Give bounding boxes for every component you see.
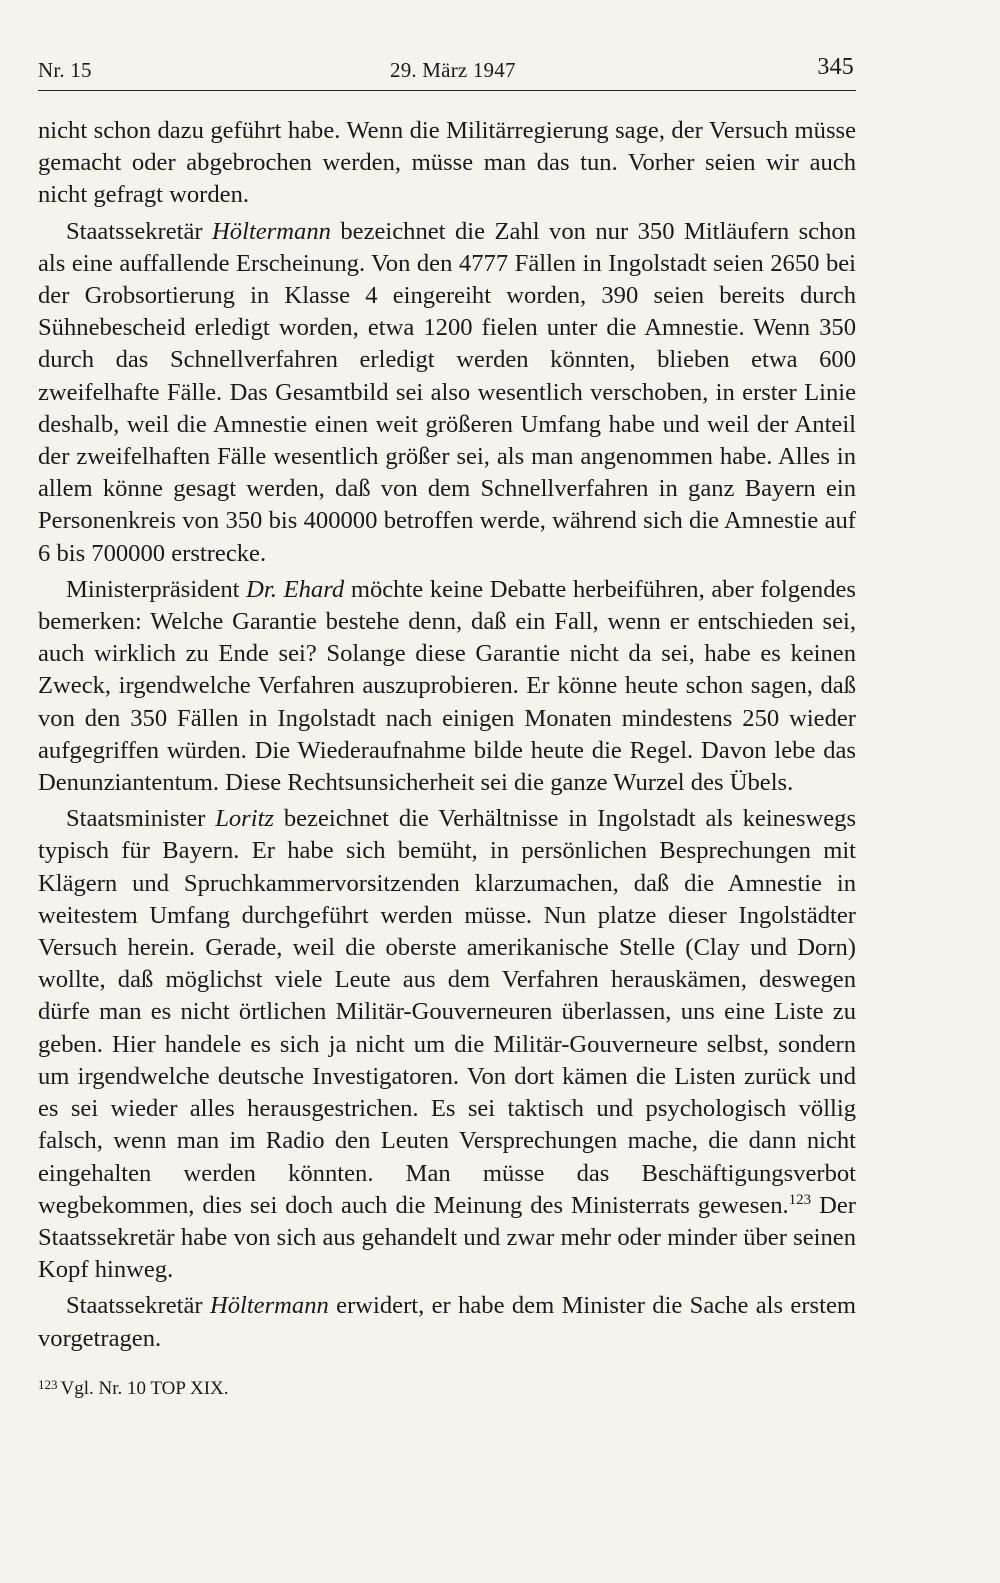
- footnote-number: 123: [38, 1377, 58, 1392]
- running-header: [38, 52, 856, 91]
- header-date: 29. März 1947: [390, 58, 516, 82]
- paragraph: [38, 1290, 856, 1354]
- speaker-name: Loritz: [215, 805, 274, 833]
- paragraph-text: Staatssekretär: [66, 217, 213, 245]
- paragraph: [38, 803, 856, 1286]
- paragraph-text: Ministerpräsident: [66, 575, 247, 603]
- paragraph-text: Der Staatssekretär habe von sich aus gehandelt und zwar mehr oder minder über seinen Kopf hinweg.: [38, 1191, 856, 1284]
- page-number: 345: [817, 54, 854, 80]
- paragraph: [38, 115, 856, 212]
- paragraph-text: möchte keine Debatte herbeiführen, aber folgendes bemerken: Welche Garantie bestehe denn, daß ein Fall, wenn er entschieden sei, auch wirklich zu Ende sei? Solange diese Garantie nicht da sei, habe es keinen Zweck, irgendwelche Verfahren auszuprobieren. Er könne heute schon sagen, daß von den 350 Fällen in Ingolstadt nach einigen Monaten mindestens 250 wieder aufgegriffen würden. Die Wiederaufnahme bilde heute die Regel. Davon lebe das Denunziantentum. Diese Rechtsunsicherheit sei die ganze Wurzel des Übels.: [38, 575, 856, 797]
- footnote-reference: 123: [788, 1191, 812, 1208]
- footnote: [38, 1377, 229, 1401]
- paragraph: [38, 216, 856, 570]
- paragraph: [38, 574, 856, 799]
- paragraph-text: Staatssekretär: [66, 1292, 210, 1320]
- issue-number: Nr. 15: [38, 58, 92, 82]
- speaker-name: Dr. Ehard: [246, 575, 345, 603]
- paragraph-text: erwidert, er habe dem Minister die Sache als erstem vorgetragen.: [38, 1292, 856, 1352]
- paragraph-text: nicht schon dazu geführt habe. Wenn die Militärregierung sage, der Versuch müsse gemacht oder abgebrochen werden, müsse man das tun. Vorher seien wir auch nicht gefragt worden.: [38, 117, 856, 209]
- footnote-text: Vgl. Nr. 10 TOP XIX.: [60, 1378, 229, 1399]
- body-text: [38, 115, 856, 1355]
- speaker-name: Höltermann: [209, 1292, 329, 1320]
- speaker-name: Höltermann: [212, 217, 331, 245]
- paragraph-text: bezeichnet die Verhältnisse in Ingolstadt als keineswegs typisch für Bayern. Er habe sich bemüht, in persönlichen Besprechungen mit Klägern und Spruchkammervorsitzenden klarzumachen, daß die Amnestie in weitestem Umfang durchgeführt werden müsse. Nun platze dieser Ingolstädter Versuch herein. Gerade, weil die oberste amerikanische Stelle (Clay und Dorn) wollte, daß möglichst viele Leute aus dem Verfahren herauskämen, deswegen dürfe man es nicht örtlichen Militär-Gouverneuren überlassen, uns eine Liste zu geben. Hier handele es sich ja nicht um die Militär-Gouverneure selbst, sondern um irgendwelche deutsche Investigatoren. Von dort kämen die Listen zurück und es sei wieder alles herausgestrichen. Es sei taktisch und psychologisch völlig falsch, wenn man im Radio den Leuten Versprechungen mache, die dann nicht eingehalten werden könnten. Man müsse das Beschäftigungsverbot wegbekommen, dies sei doch auch die Meinung des Ministerrats gewesen.: [38, 805, 857, 1219]
- paragraph-text: Staatsminister: [66, 805, 216, 833]
- paragraph-text: bezeichnet die Zahl von nur 350 Mitläufern schon als eine auffallende Erscheinung. Von den 4777 Fällen in Ingolstadt seien 2650 bei der Grobsortierung in Klasse 4 eingereiht worden, 390 seien bereits durch Sühnebescheid erledigt worden, etwa 1200 fielen unter die Amnestie. Wenn 350 durch das Schnellverfahren erledigt werden könnten, blieben etwa 600 zweifelhafte Fälle. Das Gesamtbild sei also wesentlich verschoben, in erster Linie deshalb, weil die Amnestie einen weit größeren Umfang habe und weil der Anteil der zweifelhaften Fälle wesentlich größer sei, als man angenommen habe. Alles in allem könne gesagt werden, daß von dem Schnellverfahren in ganz Bayern ein Personenkreis von 350 bis 400000 betroffen werde, während sich die Amnestie auf 6 bis 700000 erstrecke.: [38, 217, 856, 567]
